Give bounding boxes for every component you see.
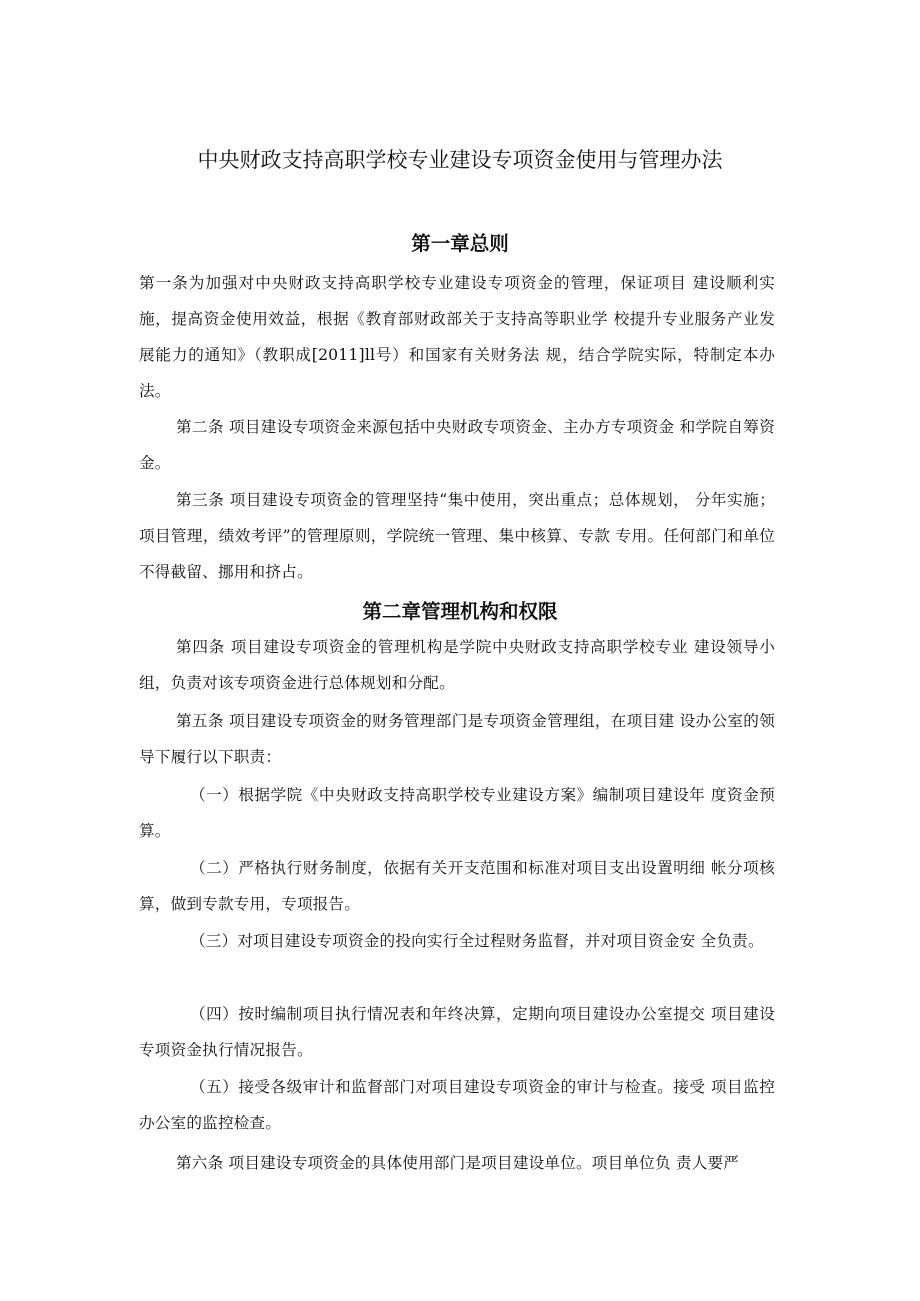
duty-item-1: （一）根据学院《中央财政支持高职学校专业建设方案》编制项目建设年 度资金预算。 xyxy=(139,786,775,840)
duty-item-2: （二）严格执行财务制度，依据有关开支范围和标准对项目支出设置明细 帐分项核算，做到专款专用，专项报告。 xyxy=(139,859,775,913)
article-1: 第一条为加强对中央财政支持高职学校专业建设专项资金的管理，保证项目 建设顺利实施，提高资金使用效益，根据《教育部财政部关于支持高等职业学 校提升专业服务产业发展能力的通知》（教职成[2011]ll号）和国家有关财务法 规，结合学院实际，特制定本办法。 xyxy=(139,274,775,400)
article-6: 第六条 项目建设专项资金的具体使用部门是项目建设单位。项目单位负 责人要严 xyxy=(176,1154,740,1172)
duty-item-5: （五）接受各级审计和监督部门对项目建设专项资金的审计与检查。接受 项目监控办公室的监控检查。 xyxy=(139,1078,775,1132)
duty-item-4: （四）按时编制项目执行情况表和年终决算，定期向项目建设办公室提交 项目建设专项资金执行情况报告。 xyxy=(139,1005,775,1059)
duty-item-3: （三）对项目建设专项资金的投向实行全过程财务监督，并对项目资金安 全负责。 xyxy=(190,932,764,950)
chapter-2-heading: 第二章管理机构和权限 xyxy=(362,600,558,623)
article-4: 第四条 项目建设专项资金的管理机构是学院中央财政支持高职学校专业 建设领导小组，负责对该专项资金进行总体规划和分配。 xyxy=(139,638,775,692)
article-3: 第三条 项目建设专项资金的管理坚持“集中使用，突出重点；总体规划， 分年实施；项目管理，绩效考评”的管理原则，学院统一管理、集中核算、专款 专用。任何部门和单位不得截留、挪用和挤占。 xyxy=(139,491,775,581)
document-title: 中央财政支持高职学校专业建设专项资金使用与管理办法 xyxy=(197,148,723,172)
article-2: 第二条 项目建设专项资金来源包括中央财政专项资金、主办方专项资金 和学院自筹资金。 xyxy=(139,418,775,472)
article-5: 第五条 项目建设专项资金的财务管理部门是专项资金管理组，在项目建 设办公室的领导下履行以下职责： xyxy=(139,712,775,766)
chapter-1-heading: 第一章总则 xyxy=(411,232,509,255)
